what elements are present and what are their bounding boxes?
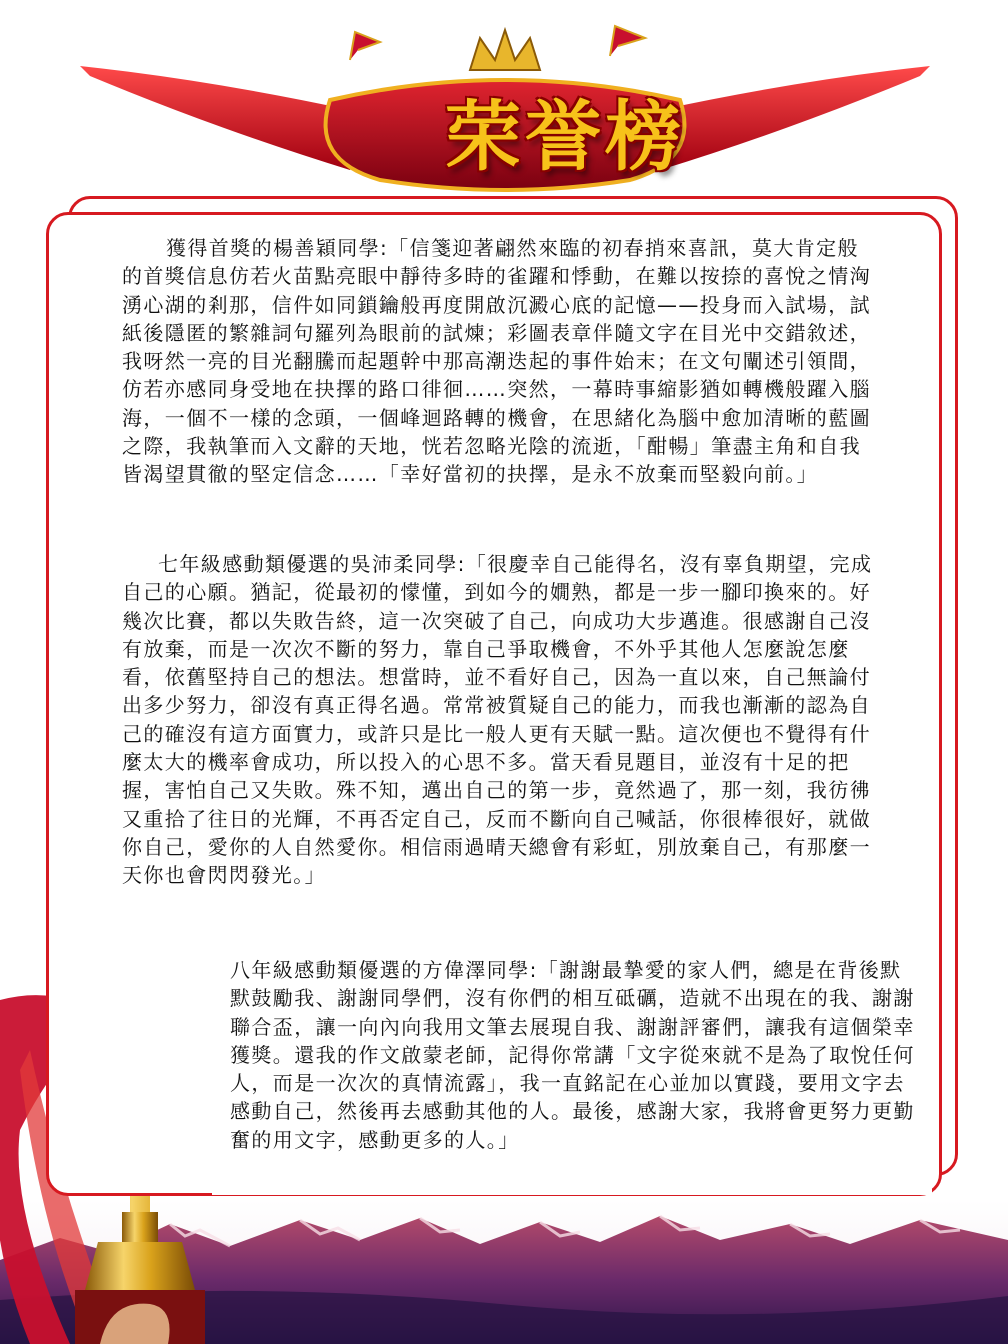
- banner: [70, 20, 940, 200]
- paragraph-grade8: 八年級感動類優選的方偉澤同學:「謝謝最摯愛的家人們，總是在背後默默鼓勵我、謝謝同學們，沒有你們的相互砥礪，造就不出現在的我、謝謝聯合盃，讓一向內向我用文筆去展現自我、謝謝評審們，讓我有這個榮幸獲獎。還我的作文啟蒙老師，記得你常講「文字從來就不是為了取悅任何人，而是一次次的真情流露」，我一直銘記在心並加以實踐，要用文字去感動自己，然後再去感動其他的人。最後，感謝大家，我將會更努力更勤奮的用文字，感動更多的人。」: [230, 958, 915, 1152]
- flag-icon: [350, 32, 380, 60]
- banner-title: 荣誉榜: [445, 92, 685, 181]
- paragraph-grade7: 七年級感動類優選的吳沛柔同學:「很慶幸自己能得名，沒有辜負期望，完成自己的心願。猶記，從最初的懞懂，到如今的嫺熟，都是一步一腳印換來的。好幾次比賽，都以失敗告終，這一次突破了自己，向成功大步邁進。很感謝自己沒有放棄，而是一次次不斷的努力，靠自己爭取機會，不外乎其他人怎麼說怎麼看，依舊堅持自己的想法。想當時，並不看好自己，因為一直以來，自己無論付出多少努力，卻沒有真正得名過。常常被質疑自己的能力，而我也漸漸的認為自己的確沒有這方面實力，或許只是比一般人更有天賦一點。這次便也不覺得有什麼太大的機率會成功，所以投入的心思不多。當天看見題目，並沒有十足的把握，害怕自己又失敗。殊不知，邁出自己的第一步，竟然過了，那一刻，我彷彿又重拾了往日的光輝，不再否定自己，反而不斷向自己喊話，你很棒很好，就做你自己，愛你的人自然愛你。相信雨過晴天總會有彩虹，別放棄自己，有那麼一天你也會閃閃發光。」: [122, 552, 873, 888]
- flag-icon: [610, 26, 645, 56]
- paragraph-first-prize: 獲得首獎的楊善穎同學:「信箋迎著翩然來臨的初春捎來喜訊，莫大肯定般的首獎信息仿若火苗點亮眼中靜待多時的雀躍和悸動，在難以按捺的喜悅之情洶湧心湖的剎那，信件如同鎖鑰般再度開啟沉澱心底的記憶——投身而入試場，試紙後隱匿的繁雜詞句羅列為眼前的試煉；彩圖表章伴隨文字在目光中交錯敘述，我呀然一亮的目光翻騰而起題幹中那高潮迭起的事件始末；在文句闡述引領間，仿若亦感同身受地在抉擇的路口徘徊……突然，一幕時事縮影猶如轉機般躍入腦海，一個不一樣的念頭，一個峰迴路轉的機會，在思緒化為腦中愈加清晰的藍圖之際，我執筆而入文辭的天地，恍若忽略光陰的流逝，「酣暢」筆盡主角和自我皆渴望貫徹的堅定信念……「幸好當初的抉擇，是永不放棄而堅毅向前。」: [122, 236, 871, 487]
